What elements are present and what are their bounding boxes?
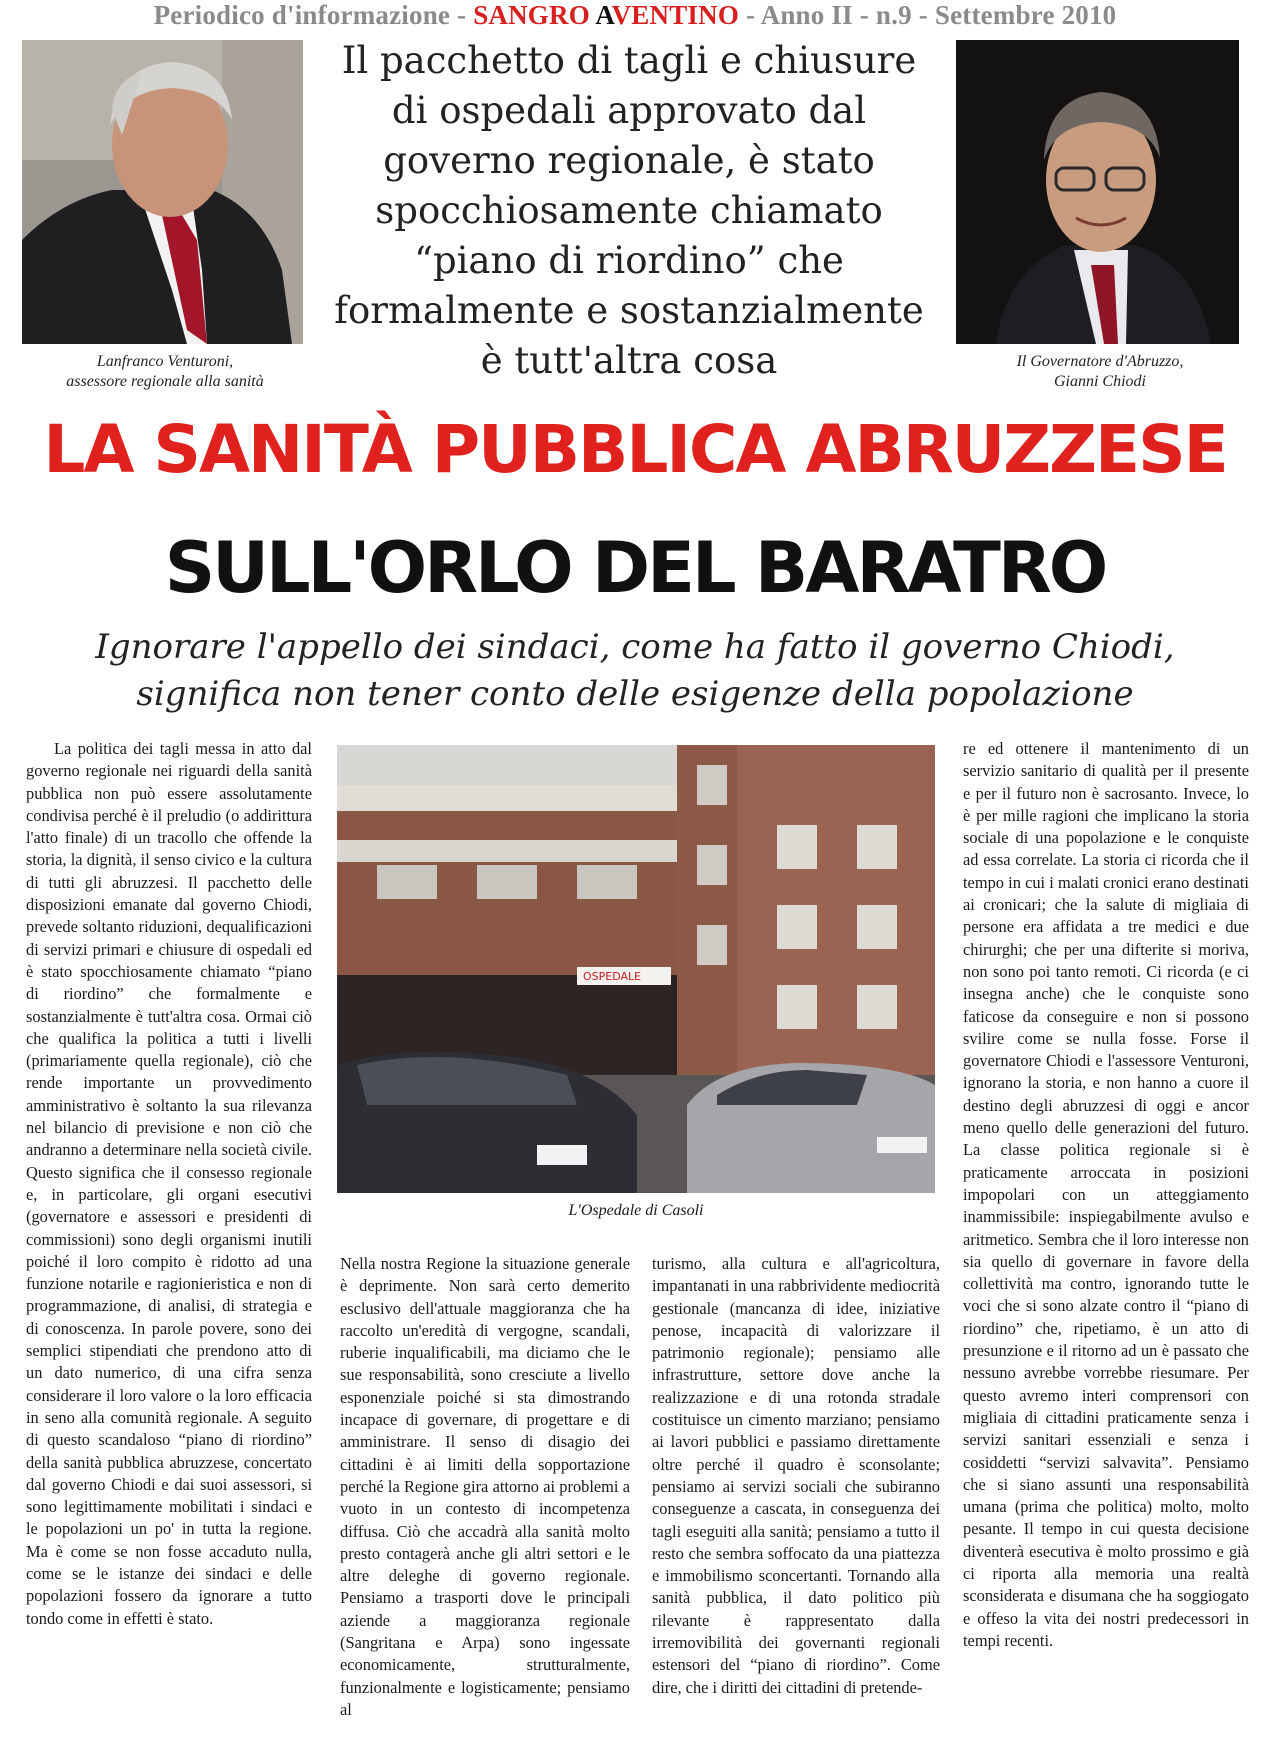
deck-line: “piano di riordino” che	[414, 239, 844, 282]
deck-quote	[318, 36, 940, 386]
portrait-venturoni-photo	[22, 40, 303, 344]
caption-name: Gianni Chiodi	[1053, 373, 1146, 390]
brand-name-a: A	[595, 0, 612, 30]
deck-line: di ospedali approvato dal	[391, 89, 867, 132]
hospital-photo-caption: L'Ospedale di Casoli	[568, 1202, 704, 1219]
deck-line: formalmente e sostanzialmente	[334, 289, 924, 332]
article-column-1	[26, 738, 312, 1748]
article-paragraph: re ed ottenere il mantenimento di un servizio sanitario di qualità per il presente e per il futuro non è sacrosanto. Invece, lo è per mille ragioni che implicano la storia sociale di una popolazione e le conquiste ad essa correlate. La storia ci ricorda che il tempo in cui i malati cronici erano destinati ai cronicari; che la salute di migliaia di persone era affidata a tre medici e due chirurghi; che per una difterite si moriva, non sono poi tanto remoti. Ci ricorda (e ci insegna anche) che le conquiste sono faticose da conseguire e non si possono svilire come se nulla fosse. Forse il governatore Chiodi e l'assessore Venturoni, ignorano la storia, e non hanno a cuore il destino degli abruzzesi di oggi e ancor meno quello delle generazioni del futuro. La classe politica regionale si è praticamente arroccata in posizioni impopolari con un atteggiamento inammissibile: inspiegabilmente avulso e aritmetico. Sembra che il loro interesse non sia quello di governare in favore della collettività ma contro, ignorando tutte le voci che si sono alzate contro il “piano di riordino” che, ripetiamo, è un atto di presunzione e il ritorno ad un è passato che nessuno avrebbe vorrebbe riesumare. Per questo avremo interi comprensori con migliaia di cittadini praticamente senza i servizi sanitari essenziali e senza i cosiddetti “servizi salvavita”. Pensiamo che si siano assunti una responsabilità umana (prima che politica) molto, molto pesante. Il tempo in cui questa decisione diventerà esecutiva è molto prossimo e già ci riporta alla memoria una realtà sconsiderata e disumana che ha soggiogato e offeso la vita dei nostri predecessori in tempi recenti.	[963, 739, 1249, 1650]
deck-line: governo regionale, è stato	[383, 139, 875, 182]
article-column-2	[340, 1253, 630, 1748]
hospital-sign-text: OSPEDALE	[583, 970, 642, 983]
portrait-left-caption	[20, 352, 310, 392]
brand-name-part1: SANGRO	[473, 0, 596, 30]
subheadline	[0, 624, 1270, 718]
article-paragraph: Nella nostra Regione la situazione generale è deprimente. Non sarà certo demerito esclusivo dell'attuale maggioranza che ha raccolto un'eredità di vergogne, scandali, ruberie inqualificabili, ma diciamo che le sue responsabilità, sono cresciute a livello esponenziale poiché si sta dimostrando incapace di governare, di progettare e di amministrare. Il senso di disagio dei cittadini è ai limiti della sopportazione perché la Regione gira attorno ai problemi a vuoto in un contesto di incompetenza diffusa. Ciò che accadrà alla sanità molto presto contagerà anche gli altri settori e le altre deleghe di governo regionale. Pensiamo a trasporti dove le principali aziende a maggioranza regionale (Sangritana e Arpa) sono ingessate economicamente, strutturalmente, funzionalmente e logisticamente; pensiamo al	[340, 1254, 630, 1719]
subhead-line: significa non tener conto delle esigenze della popolazione	[136, 674, 1134, 714]
headline-main: LA SANITÀ PUBBLICA ABRUZZESE	[43, 411, 1227, 488]
article-paragraph: La politica dei tagli messa in atto dal governo regionale nei riguardi della sanità pubblica non può essere assolutamente condivisa perché è il preludio (o addirittura l'atto finale) di un tracollo che offende la storia, la dignità, il senso civico e la cultura di tutti gli abruzzesi. Il pacchetto delle disposizioni emanate dal governo Chiodi, prevede soltanto riduzioni, dequalificazioni di servizi primari e chiusure di ospedali ed è stato spocchiosamente chiamato “piano di riordino” che formalmente e sostanzialmente è tutt'altra cosa. Ormai ciò che qualifica la politica a tutti i livelli (primariamente quella regionale), ciò che rende importante un provvedimento amministrativo è soltanto la sua rilevanza nel bilancio di previsione e non ciò che andranno a determinare nella società civile. Questo significa che il consesso regionale e, in particolare, gli organi esecutivi (governatore e assessori e presidenti di commissioni) sono degli organismi inutili poiché il loro compito è ridotto ad una funzione notarile e ragionieristica e non di programmazione, di analisi, di strategia e di conoscenza. In parole povere, sono dei semplici stipendiati che prendono atto di un dato numerico, di una cifra senza considerare il loro valore o la loro efficacia in seno alla comunità regionale. A seguito di questo scandaloso “piano di riordino” della sanità pubblica abruzzese, concertato dal governo Chiodi e dai suoi assessori, si sono legittimamente mobilitati i sindaci e le popolazioni un po' in tutta la regione. Ma è come se non fosse accaduto nulla, come se le istanze dei sindaci e delle popolazioni fossero da ignorare a tutto tondo come in effetti è stato.	[26, 739, 312, 1628]
article-paragraph: turismo, alla cultura e all'agricoltura, impantanati in una rabbrividente mediocrità gestionale (mancanza di idee, iniziative penose, incapacità di valorizzare il patrimonio regionale); pensiamo alle infrastrutture, settore dove anche la realizzazione e di una rotonda stradale costituisce un cimento marziano; pensiamo ai lavori pubblici e passiamo direttamente oltre perché il quadro è sconsolante; pensiamo ai servizi sociali che subiranno conseguenze a cascata, in conseguenza dei tagli eseguiti alla sanità; pensiamo a tutto il resto che sembra soffocato da una piattezza e immobilismo sconcertanti. Tornando alla sanità pubblica, il dato politico più rilevante è rappresentato dalla irremovibilità dei governanti regionali estensori del “piano di riordino”. Come dire, che i diritti dei cittadini di pretende-	[652, 1254, 940, 1697]
masthead	[0, 0, 1270, 34]
hospital-photo	[337, 745, 935, 1193]
deck-line: spocchiosamente chiamato	[375, 189, 883, 232]
subhead-line: Ignorare l'appello dei sindaci, come ha fatto il governo Chiodi,	[95, 627, 1175, 667]
headline-secondary: SULL'ORLO DEL BARATRO	[164, 527, 1106, 609]
caption-name: Lanfranco Venturoni,	[96, 353, 234, 370]
portrait-chiodi-photo	[956, 40, 1239, 344]
deck-line: è tutt'altra cosa	[480, 339, 778, 382]
masthead-prefix: Periodico d'informazione -	[153, 0, 474, 30]
caption-role: assessore regionale alla sanità	[66, 373, 264, 390]
brand-name-part2: VENTINO	[611, 0, 740, 30]
portrait-right-caption	[955, 352, 1245, 392]
article-column-3	[652, 1253, 940, 1748]
article-column-4	[963, 738, 1249, 1748]
caption-role: Il Governatore d'Abruzzo,	[1016, 353, 1184, 370]
deck-line: Il pacchetto di tagli e chiusure	[341, 39, 917, 82]
masthead-suffix: - Anno II - n.9 - Settembre 2010	[739, 0, 1117, 30]
